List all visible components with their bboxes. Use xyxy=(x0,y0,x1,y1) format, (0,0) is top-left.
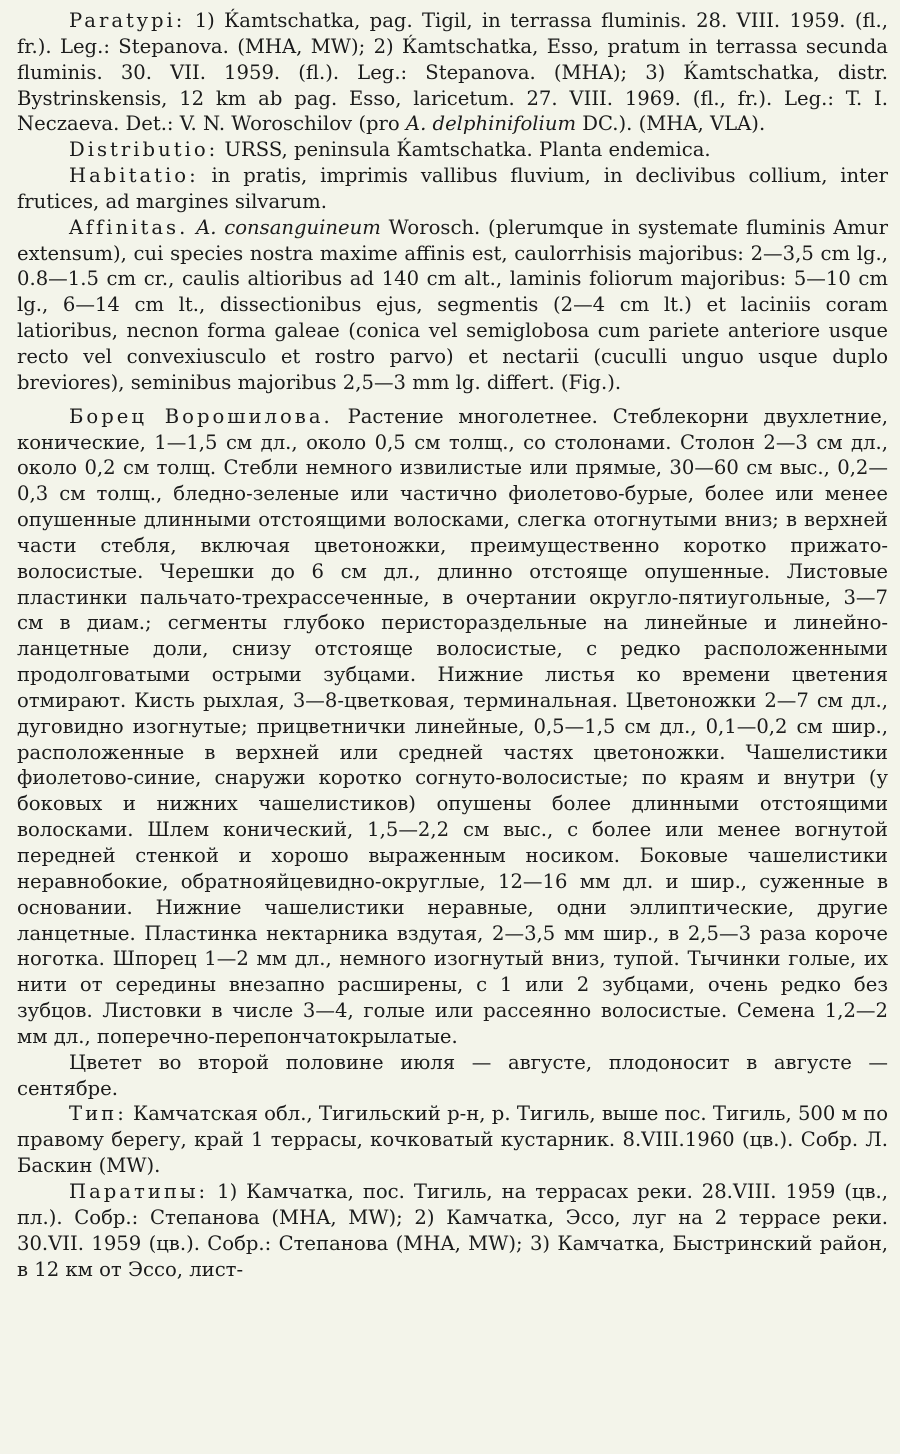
description-text: Растение многолетнее. Стеблекорни двухлетние, конические, 1—1,5 см дл., около 0,5 см толщ., со столонами. Столон 2—3 см дл., около 0,2 см толщ. Стебли немного извилистые или прямые, 30—60 см выс., 0,2—0,3 см толщ., бледно-зеленые или частично фиолетово-бурые, более или менее опушенные длинными отстоящими волосками, слегка отогнутыми вниз; в верхней части стебля, включая цветоножки, преимущественно коротко прижато-волосистые. Черешки до 6 см дл., длинно отстояще опушенные. Листовые пластинки пальчато-трехрассеченные, в очертании округло-пятиугольные, 3—7 см в диам.; сегменты глубоко перистораздельные на линейные и линейно-ланцетные доли, снизу отстояще волосистые, с редко расположенными продолговатыми острыми зубцами. Нижние листья ко времени цветения отмирают. Кисть рыхлая, 3—8-цветковая, терминальная. Цветоножки 2—7 см дл., дуговидно изогнутые; прицветнички линейные, 0,5—1,5 см дл., 0,1—0,2 см шир., расположенные в верхней или средней частях цветоножки. Чашелистики фиолетово-синие, снаружи коротко согнуто-волосистые; по краям и внутри (у боковых и нижних чашелистиков) опушены более длинными отстоящими волосками. Шлем конический, 1,5—2,2 см выс., с более или менее вогнутой передней стенкой и хорошо выраженным носиком. Боковые чашелистики неравнобокие, обратнояйцевидно-округлые, 12—16 мм дл. и шир., суженные в основании. Нижние чашелистики неравные, одни эллиптические, другие ланцетные. Пластинка нектарника вздутая, 2—3,5 мм шир., в 2,5—3 раза короче ноготка. Шпорец 1—2 мм дл., немного изогнутый вниз, тупой. Тычинки голые, их нити от середины внезапно расширены, с 1 или 2 зубцами, очень редко без зубцов. Листовки в числе 3—4, голые или рассеянно волосистые. Семена 1,2—2 мм дл., поперечно-перепончатокрылатые. xyxy=(17,404,889,1048)
section-gap xyxy=(17,396,888,404)
affinitas-species: A. consanguineum xyxy=(196,215,381,239)
habitatio-text: in pratis, imprimis vallibus fluvium, in declivibus collium, inter frutices, ad margines silvarum. xyxy=(17,164,888,213)
description-paragraph xyxy=(17,404,888,1050)
type-label: Тип: xyxy=(69,1102,127,1126)
paratypi-tail: DC.). (MHA, VLA). xyxy=(576,112,766,136)
distributio-text: URSS, peninsula Ќamtschatka. Planta endemica. xyxy=(218,138,711,162)
distributio-label: Distributio: xyxy=(69,138,219,162)
paratypes-paragraph xyxy=(17,1179,888,1282)
distributio-paragraph xyxy=(17,137,888,163)
paratypi-paragraph xyxy=(17,8,888,137)
flowering-text: Цветет во второй половине июля — августе, плодоносит в августе — сентябре. xyxy=(17,1050,888,1100)
type-text: Камчатская обл., Тигильский р-н, р. Тигиль, выше пос. Тигиль, 500 м по правому берегу, край 1 террасы, кочковатый кустарник. 8.VIII.1960 (цв.). Собр. Л. Баскин (MW). xyxy=(17,1102,888,1178)
type-paragraph xyxy=(17,1101,888,1179)
flowering-paragraph xyxy=(17,1050,888,1102)
species-russian-name: Борец Ворошилова. xyxy=(69,404,333,428)
paratypi-label: Paratypi: xyxy=(69,9,186,32)
affinitas-label: Affinitas. xyxy=(69,215,189,239)
paratypi-text: 1) Ќamtschatka, pag. Tigil, in terrassa fluminis. 28. VIII. 1959. (fl., fr.). Leg.: Stepanova. (MHA, MW); 2) Ќamtschatka, Esso, pratum in terrassa secunda fluminis. 30. VII. 1959. (fl.). Leg.: Stepanova. (MHA); 3) Ќamtschatka, distr. Bystrinskensis, 12 km ab pag. Esso, laricetum. 27. VIII. 1969. (fl., fr.). Leg.: T. I. Neczaeva. Det.: V. N. Woroschilov (pro xyxy=(17,9,888,136)
paratypes-label: Паратипы: xyxy=(69,1179,209,1203)
paratypes-text: 1) Камчатка, пос. Тигиль, на террасах реки. 28.VIII. 1959 (цв., пл.). Собр.: Степанова (MHA, MW); 2) Камчатка, Эссо, луг на 2 террасе реки. 30.VII. 1959 (цв.). Собр.: Степанова (MHA, MW); 3) Камчатка, Быстринский район, в 12 км от Эссо, лист- xyxy=(17,1179,888,1281)
affinitas-text: Worosch. (plerumque in systemate fluminis Amur extensum), cui species nostra maxime affinis est, caulorrhisis majoribus: 2—3,5 cm lg., 0.8—1.5 cm cr., caulis altioribus ad 140 cm alt., laminis foliorum majoribus: 5—10 cm lg., 6—14 cm lt., dissectionibus ejus, segmentis (2—4 cm lt.) et laciniis coram latioribus, necnon forma galeae (conica vel semiglobosa cum pariete anteriore usque recto vel convexiusculo et rostro parvo) et nectarii (cuculli unguo usque duplo breviores), seminibus majoribus 2,5—3 mm lg. differt. (Fig.). xyxy=(17,215,888,394)
affinitas-paragraph xyxy=(17,215,888,396)
habitatio-paragraph xyxy=(17,163,888,215)
paratypi-species: A. delphinifolium xyxy=(405,112,577,136)
habitatio-label: Habitatio: xyxy=(69,164,199,188)
